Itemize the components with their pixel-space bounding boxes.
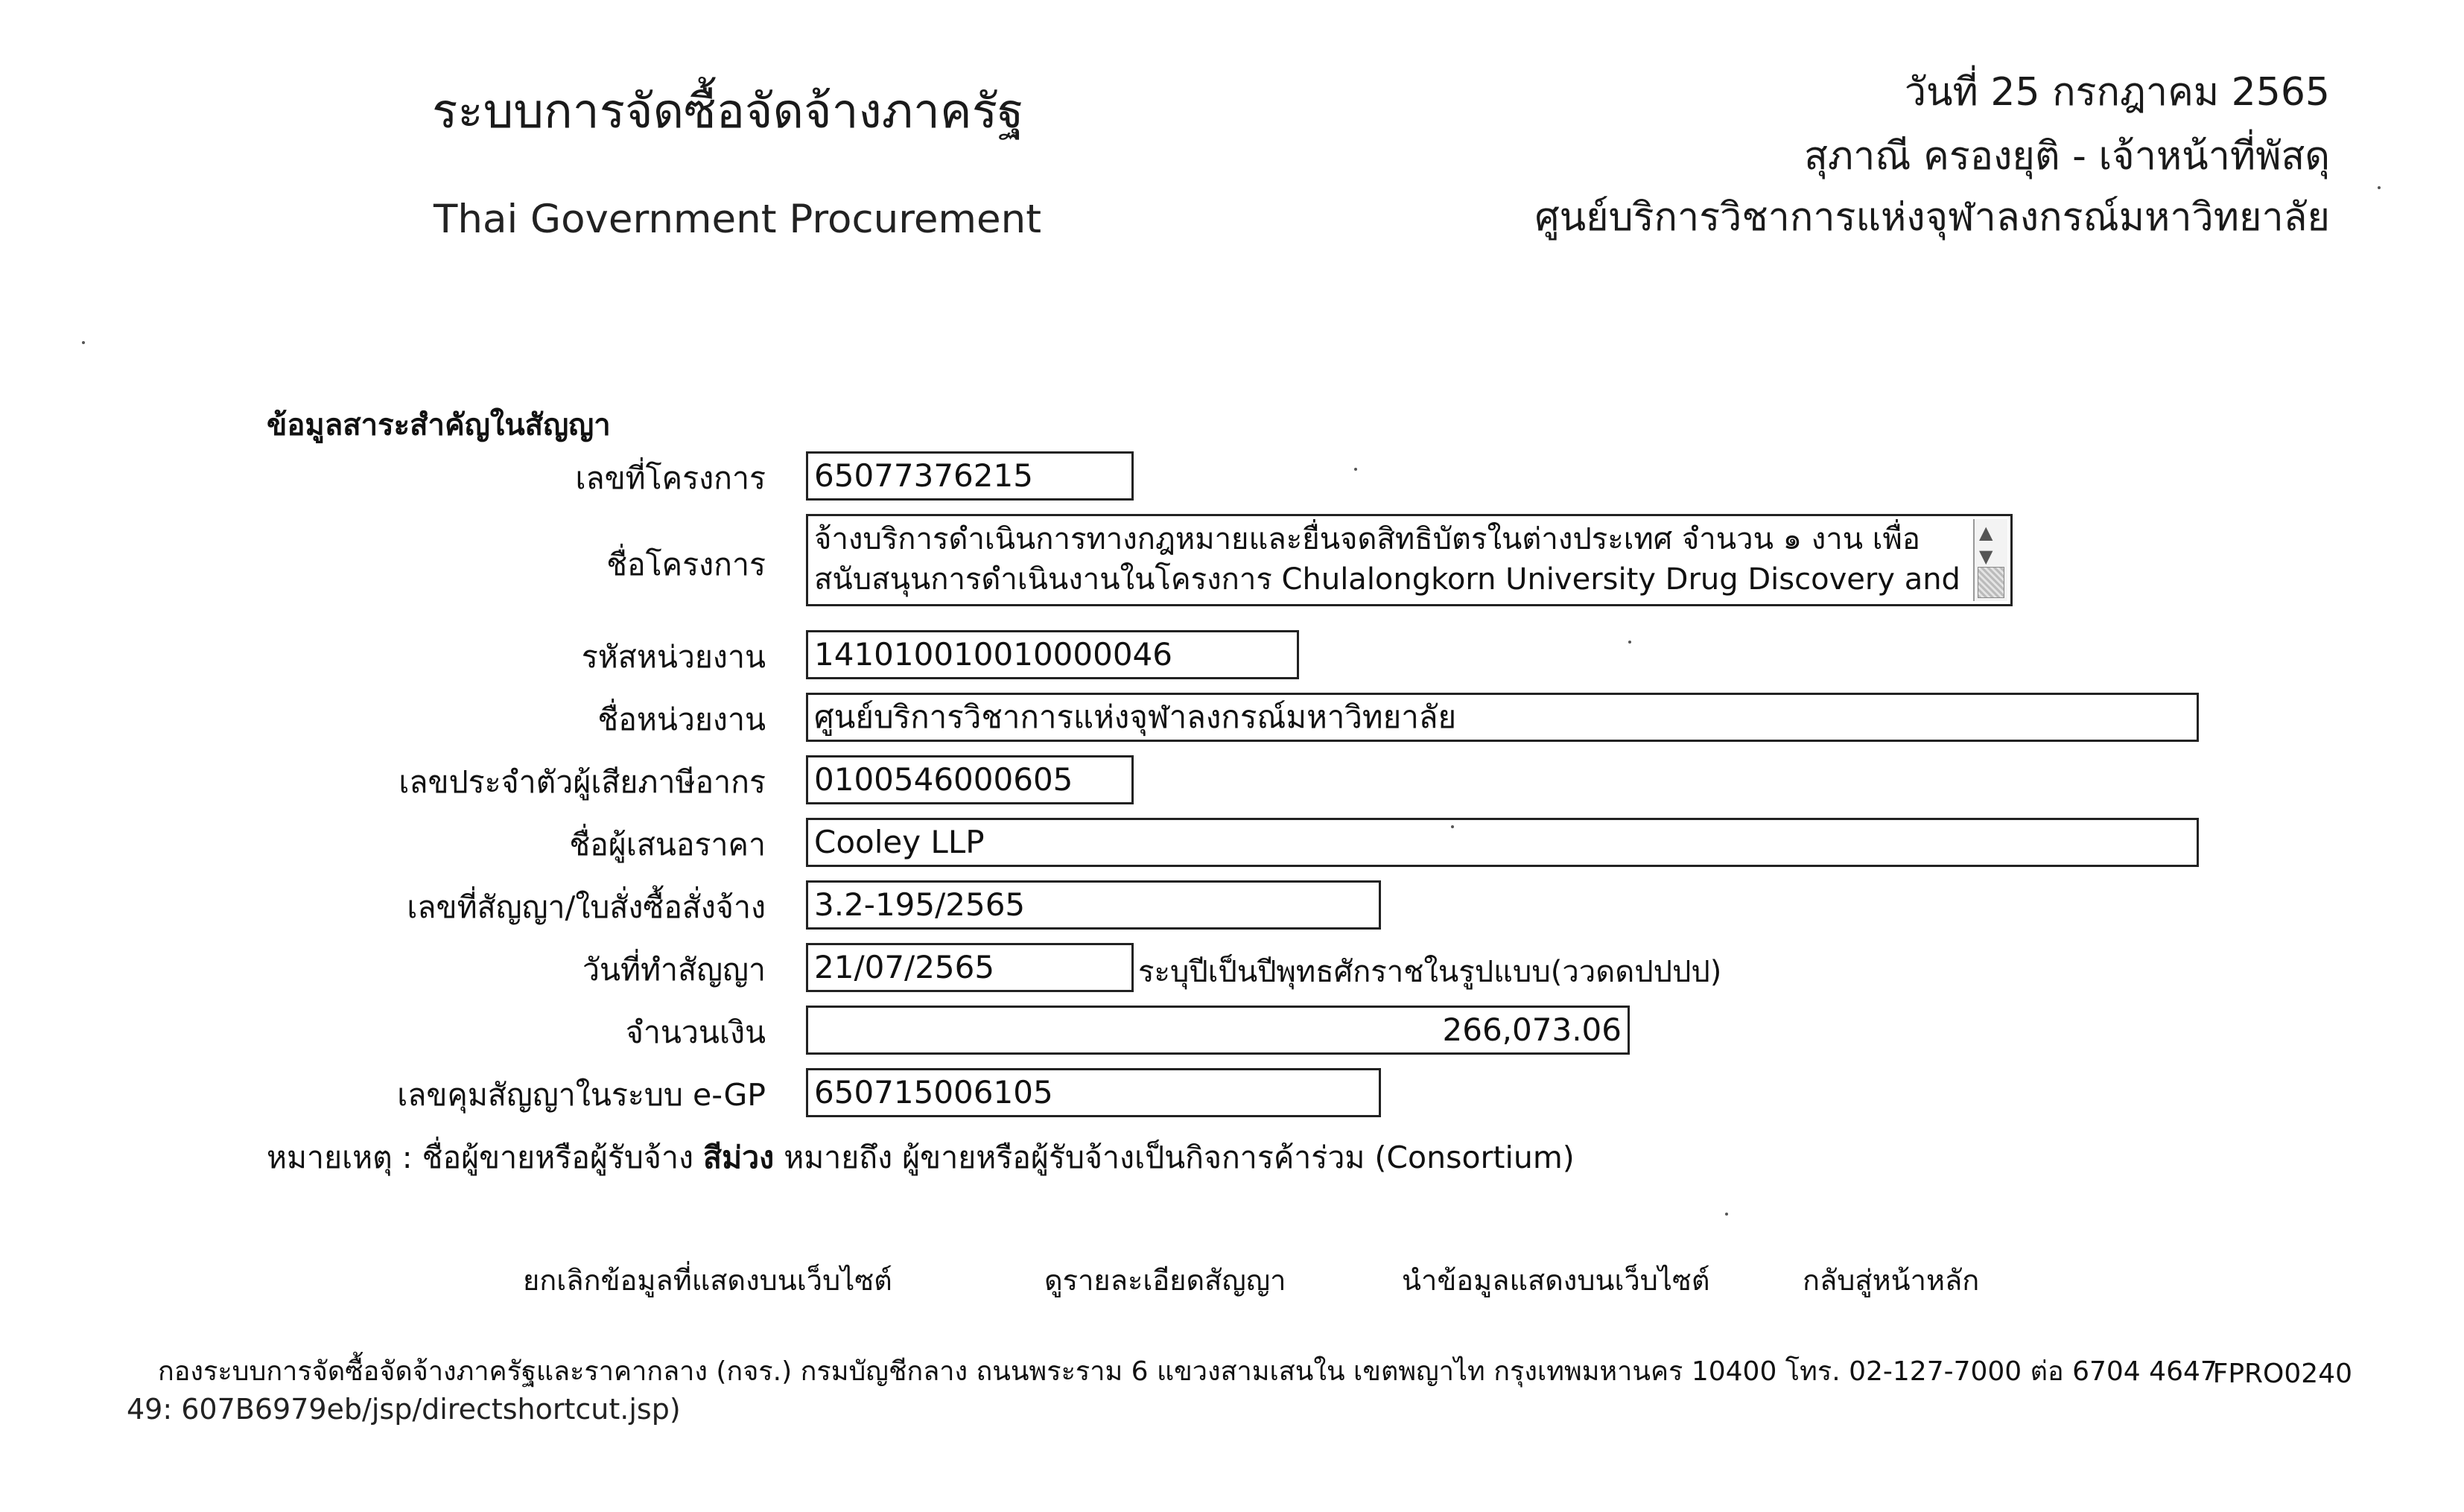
scroll-up-icon[interactable]: ▲ [1979,522,1993,543]
project-name-scrollbar[interactable] [1973,519,2007,601]
project-name-textarea[interactable] [806,514,2013,606]
consortium-note [267,1134,1575,1182]
bidder-name-field[interactable]: Cooley LLP [806,818,2199,867]
section-title: ข้อมูลสาระสำคัญในสัญญา [267,408,611,442]
scan-speck [1628,641,1631,644]
amount-label: จำนวนเงิน [625,1014,766,1050]
amount-field[interactable]: 266,073.06 [806,1006,1630,1055]
egp-control-no-label: เลขคุมสัญญาในระบบ e-GP [397,1077,766,1113]
agency-code-label: รหัสหน่วยงาน [581,639,766,675]
note-highlight: สีม่วง [703,1140,775,1175]
scan-speck [2378,186,2381,189]
header-date: วันที่ 25 กรกฎาคม 2565 [1904,70,2330,115]
note-prefix: หมายเหตุ : ชื่อผู้ขายหรือผู้รับจ้าง [267,1140,693,1175]
contract-date-label: วันที่ทำสัญญา [582,952,766,988]
scan-speck [82,341,85,344]
contract-date-field[interactable]: 21/07/2565 [806,943,1134,992]
footer-url: 49: 607B6979eb/jsp/directshortcut.jsp) [127,1393,681,1426]
project-name-label: ชื่อโครงการ [606,547,766,582]
scroll-down-icon[interactable]: ▼ [1979,546,1993,567]
system-title-english: Thai Government Procurement [434,197,1042,242]
contract-date-hint: ระบุปีเป็นปีพุทธศักราชในรูปแบบ(ววดดปปปป) [1138,955,1722,989]
scan-speck [1451,825,1454,828]
project-no-label: เลขที่โครงการ [575,460,766,496]
publish-link[interactable]: นำข้อมูลแสดงบนเว็บไซต์ [1402,1264,1710,1297]
contract-no-field[interactable]: 3.2-195/2565 [806,880,1381,930]
footer-address: กองระบบการจัดซื้อจัดจ้างภาครัฐและราคากลาง (กจร.) กรมบัญชีกลาง ถนนพระราม 6 แขวงสามเสนใน เขตพญาไท กรุงเทพมหานคร 10400 โทร. 02-127-7000 ต่อ 6704 4647 [158,1356,2217,1387]
header-organization: ศูนย์บริการวิชาการแห่งจุฬาลงกรณ์มหาวิทยาลัย [1534,195,2330,240]
scan-speck [1725,1213,1728,1216]
cancel-display-link[interactable]: ยกเลิกข้อมูลที่แสดงบนเว็บไซต์ [523,1264,892,1297]
home-link[interactable]: กลับสู่หน้าหลัก [1803,1264,1980,1297]
scan-speck [1354,468,1357,471]
bidder-name-label: ชื่อผู้เสนอราคา [569,827,766,863]
egp-control-no-field[interactable]: 650715006105 [806,1068,1381,1117]
contract-no-label: เลขที่สัญญา/ใบสั่งซื้อสั่งจ้าง [407,889,766,925]
project-no-field[interactable]: 65077376215 [806,451,1134,501]
agency-name-field[interactable]: ศูนย์บริการวิชาการแห่งจุฬาลงกรณ์มหาวิทยาลัย [806,693,2199,742]
view-details-link[interactable]: ดูรายละเอียดสัญญา [1044,1264,1286,1297]
agency-code-field[interactable]: 141010010010000046 [806,630,1299,679]
header-user: สุภาณี ครองยุติ - เจ้าหน้าที่พัสดุ [1804,134,2330,179]
project-name-text: จ้างบริการดำเนินการทางกฎหมายและยื่นจดสิทธิบัตรในต่างประเทศ จำนวน ๑ งาน เพื่อ สนับสนุนการดำเนินงานในโครงการ Chulalongkorn University Drug Discovery and [814,522,1960,597]
page-code: FPRO0240 [2212,1359,2352,1389]
agency-name-label: ชื่อหน่วยงาน [597,702,766,737]
scroll-thumb[interactable] [1978,567,2004,598]
tax-id-field[interactable]: 0100546000605 [806,755,1134,804]
note-suffix: หมายถึง ผู้ขายหรือผู้รับจ้างเป็นกิจการค้าร่วม (Consortium) [784,1140,1575,1175]
tax-id-label: เลขประจำตัวผู้เสียภาษีอากร [399,764,766,800]
system-title-thai: ระบบการจัดซื้อจัดจ้างภาครัฐ [432,84,1024,139]
